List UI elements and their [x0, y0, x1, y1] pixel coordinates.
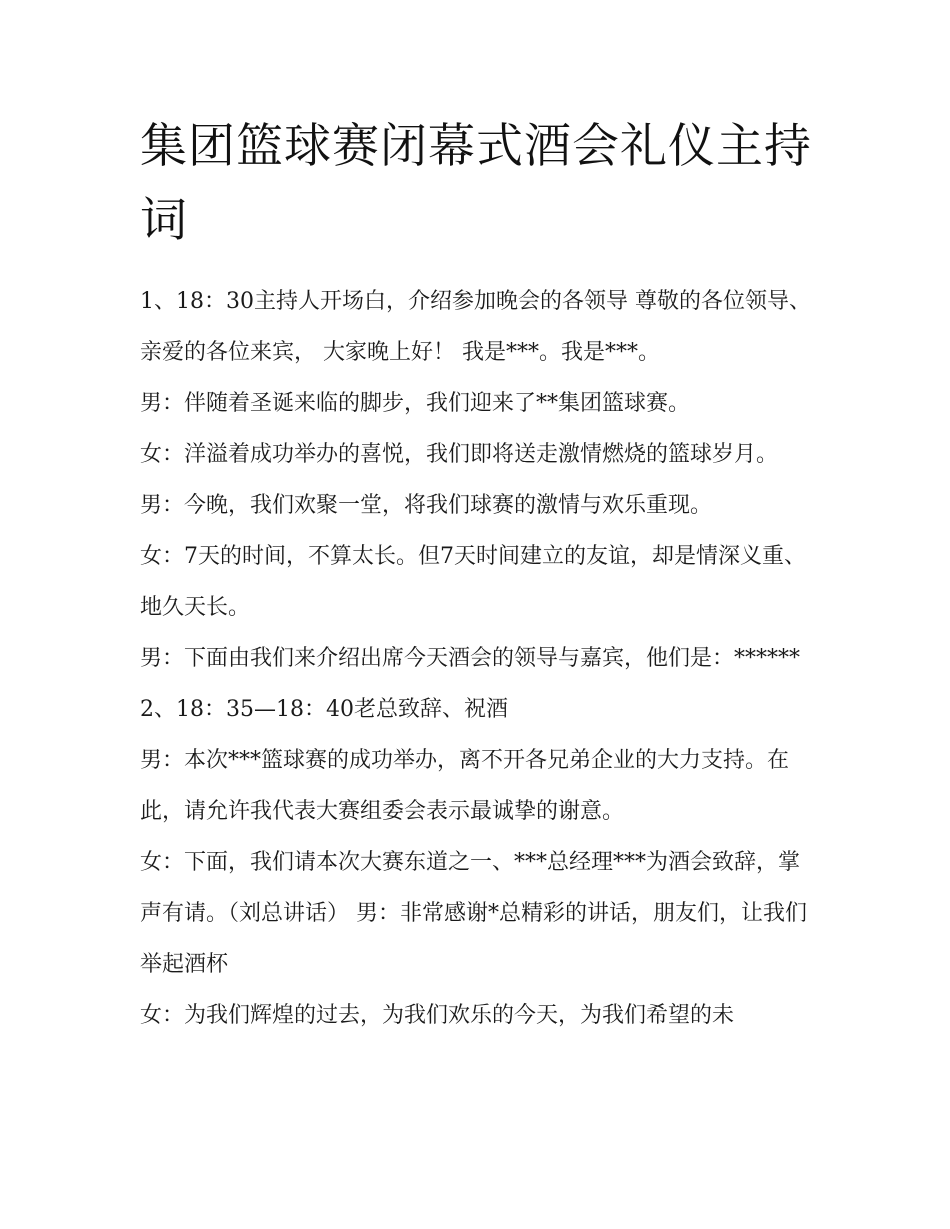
paragraph-male-2: 男：今晚，我们欢聚一堂，将我们球赛的激情与欢乐重现。 [140, 493, 713, 518]
paragraph-female-2: 女：7天的时间，不算太长。但7天时间建立的友谊，却是情深义重、地久天长。 [140, 544, 806, 620]
paragraph-opening: 1、18：30主持人开场白，介绍参加晚会的各领导 尊敬的各位领导、亲爱的各位来宾， 大家晚上好！ 我是***。我是***。 [140, 289, 811, 365]
paragraph-female-4: 女：为我们辉煌的过去，为我们欢乐的今天，为我们希望的未 [140, 1003, 735, 1028]
paragraph-male-4: 男：本次***篮球赛的成功举办，离不开各兄弟企业的大力支持。在此，请允许我代表大赛组委会表示最诚挚的谢意。 [140, 748, 790, 824]
paragraph-male-3: 男：下面由我们来介绍出席今天酒会的领导与嘉宾，他们是：****** 2、18：35—18：40老总致辞、祝酒 [140, 646, 801, 722]
document-body [140, 276, 820, 1041]
paragraph-male-1: 男：伴随着圣诞来临的脚步，我们迎来了**集团篮球赛。 [140, 391, 691, 416]
paragraph-female-3: 女：下面，我们请本次大赛东道之一、***总经理***为酒会致辞，掌声有请。（刘总讲话） 男：非常感谢*总精彩的讲话，朋友们，让我们举起酒杯 [140, 850, 807, 977]
document-title: 集团篮球赛闭幕式酒会礼仪主持词 [140, 119, 812, 248]
paragraph-female-1: 女：洋溢着成功举办的喜悦，我们即将送走激情燃烧的篮球岁月。 [140, 442, 779, 467]
